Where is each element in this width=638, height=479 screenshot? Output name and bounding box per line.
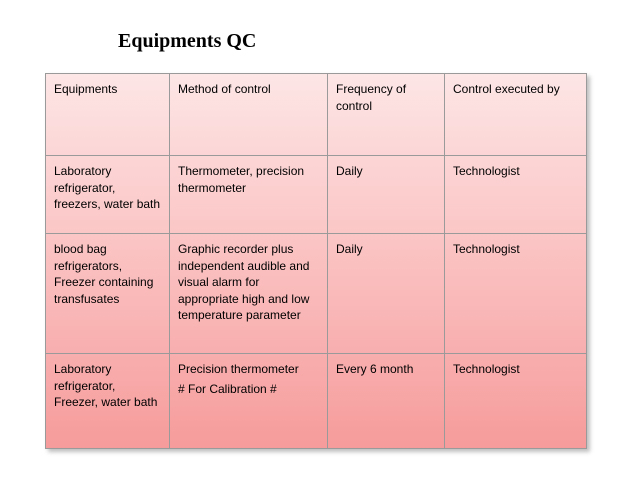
header-method-of-control: Method of control <box>170 74 328 156</box>
cell-executed-by: Technologist <box>445 234 587 354</box>
cell-equipment: Laboratory refrigerator, freezers, water bath <box>46 156 170 234</box>
equipments-qc-table <box>45 73 587 449</box>
table-row <box>46 234 587 354</box>
cell-method <box>170 156 328 234</box>
cell-method-line: # For Calibration # <box>178 381 277 396</box>
cell-method <box>170 234 328 354</box>
cell-frequency: Daily <box>328 156 445 234</box>
cell-method-line: Graphic recorder plus independent audible and visual alarm for appropriate high and low temperature parameter <box>178 242 310 322</box>
header-frequency-of-control: Frequency of control <box>328 74 445 156</box>
table-row <box>46 156 587 234</box>
cell-equipment: blood bag refrigerators, Freezer containing transfusates <box>46 234 170 354</box>
header-control-executed-by: Control executed by <box>445 74 587 156</box>
slide-title: Equipments QC <box>118 30 257 52</box>
header-equipments: Equipments <box>46 74 170 156</box>
table-row <box>46 354 587 449</box>
cell-executed-by: Technologist <box>445 156 587 234</box>
cell-method-line: Precision thermometer <box>178 362 299 376</box>
cell-executed-by: Technologist <box>445 354 587 449</box>
cell-equipment: Laboratory refrigerator, Freezer, water bath <box>46 354 170 449</box>
cell-frequency: Every 6 month <box>328 354 445 449</box>
table-header-row <box>46 74 587 156</box>
cell-method <box>170 354 328 449</box>
cell-method-line: Thermometer, precision thermometer <box>178 164 305 195</box>
cell-frequency: Daily <box>328 234 445 354</box>
